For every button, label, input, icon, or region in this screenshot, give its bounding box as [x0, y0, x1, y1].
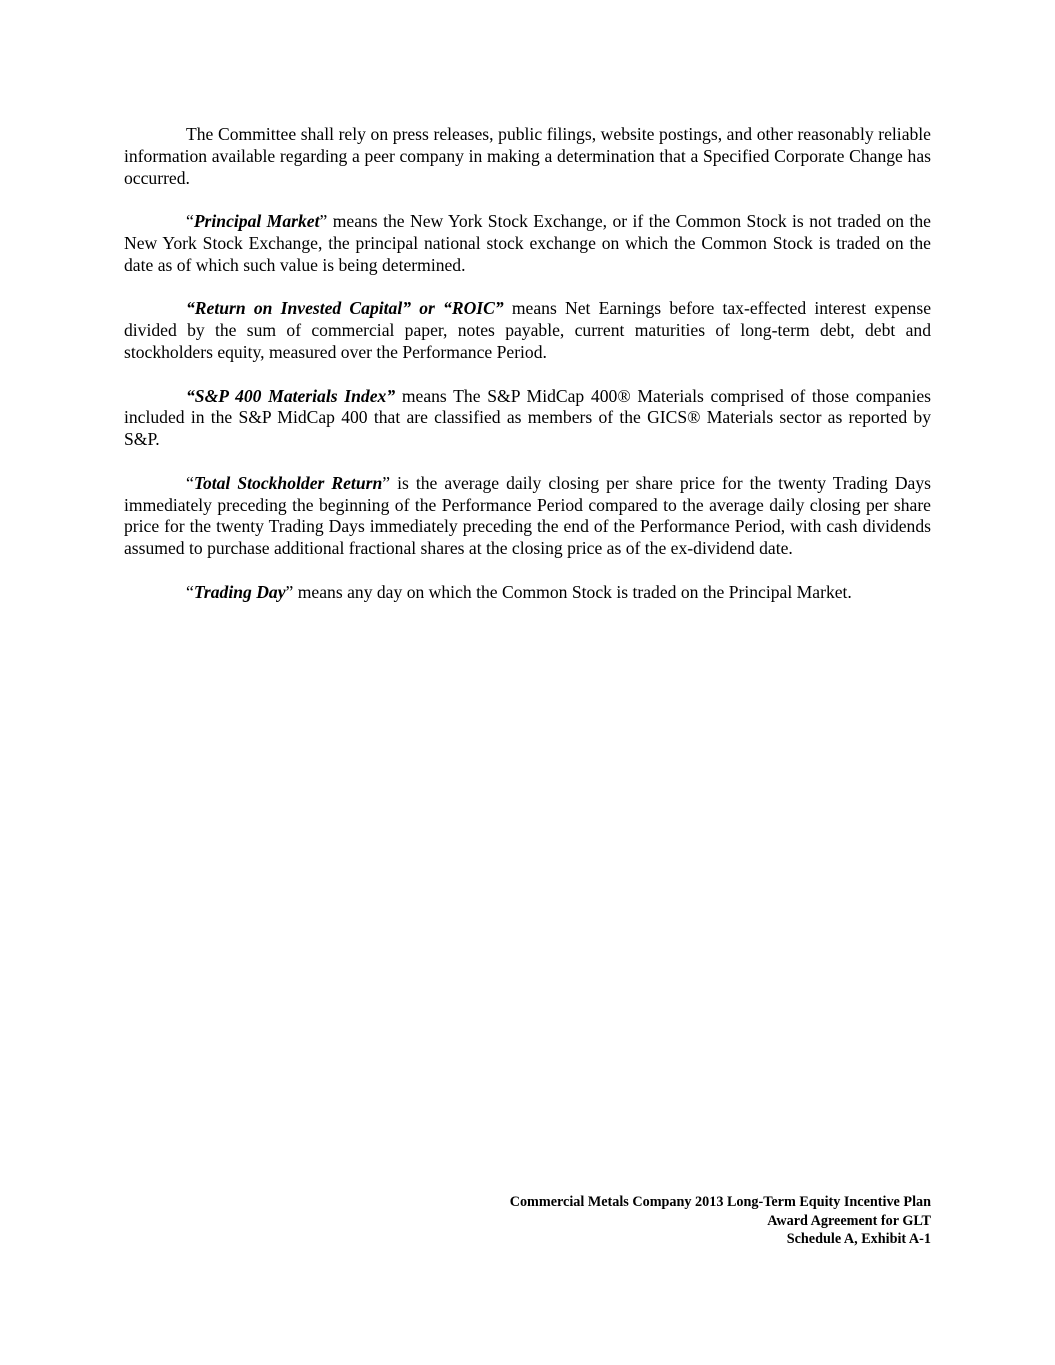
defined-term: “Return on Invested Capital” or “ROIC” — [186, 298, 504, 319]
defined-term: Trading Day — [193, 581, 286, 602]
paragraph-total-stockholder-return — [124, 473, 931, 560]
paragraph-text: is the average daily closing per share price for the twenty Trading Days immediately preceding the beginning of the Performance Period compared to the average daily closing per share price for the twenty Trading Days immediately preceding the end of the Performance Period, with cash dividends assumed to purchase additional fractional shares at the closing price as of the ex-dividend date. — [124, 472, 931, 559]
paragraph-close-quote: ” — [382, 472, 391, 493]
footer-schedule-reference: Schedule A, Exhibit A-1 — [786, 1231, 931, 1248]
paragraph-open-quote: “ — [186, 211, 194, 232]
paragraph-text: means The S&P MidCap 400® Materials comprised of those companies included in the S&P MidCap 400 that are classified as members of the GICS® Materials sector as reported by S&P. — [124, 385, 931, 450]
defined-term: Principal Market — [193, 211, 320, 232]
document-body — [124, 124, 931, 625]
paragraph-open-quote: “ — [186, 472, 194, 493]
defined-term: Total Stockholder Return — [193, 472, 383, 493]
page-footer — [510, 1193, 931, 1249]
paragraph-text: means any day on which the Common Stock is traded on the Principal Market. — [293, 581, 852, 602]
paragraph-committee-reliance — [124, 124, 931, 189]
paragraph-text: The Committee shall rely on press releases, public filings, website postings, and other reasonably reliable information available regarding a peer company in making a determination that a Specified Corporate Change has occurred. — [124, 124, 931, 188]
paragraph-trading-day — [124, 582, 931, 604]
paragraph-open-quote: “ — [186, 581, 194, 602]
footer-agreement-name: Award Agreement for GLT — [767, 1212, 931, 1229]
defined-term: “S&P 400 Materials Index” — [186, 385, 396, 406]
footer-plan-name: Commercial Metals Company 2013 Long-Term Equity Incentive Plan — [509, 1194, 931, 1210]
paragraph-principal-market — [124, 211, 931, 276]
paragraph-materials-index — [124, 386, 931, 451]
paragraph-close-quote: ” — [285, 581, 294, 602]
paragraph-text: means the New York Stock Exchange, or if the Common Stock is not traded on the New York Stock Exchange, the principal national stock exchange on which the Common Stock is traded on the date as of which such value is being determined. — [124, 211, 931, 275]
paragraph-text: means Net Earnings before tax-effected interest expense divided by the sum of commercial paper, notes payable, current maturities of long-term debt, debt and stockholders equity, measured over the Performance Period. — [124, 298, 932, 362]
paragraph-roic — [124, 298, 931, 363]
paragraph-close-quote: ” — [319, 211, 328, 232]
